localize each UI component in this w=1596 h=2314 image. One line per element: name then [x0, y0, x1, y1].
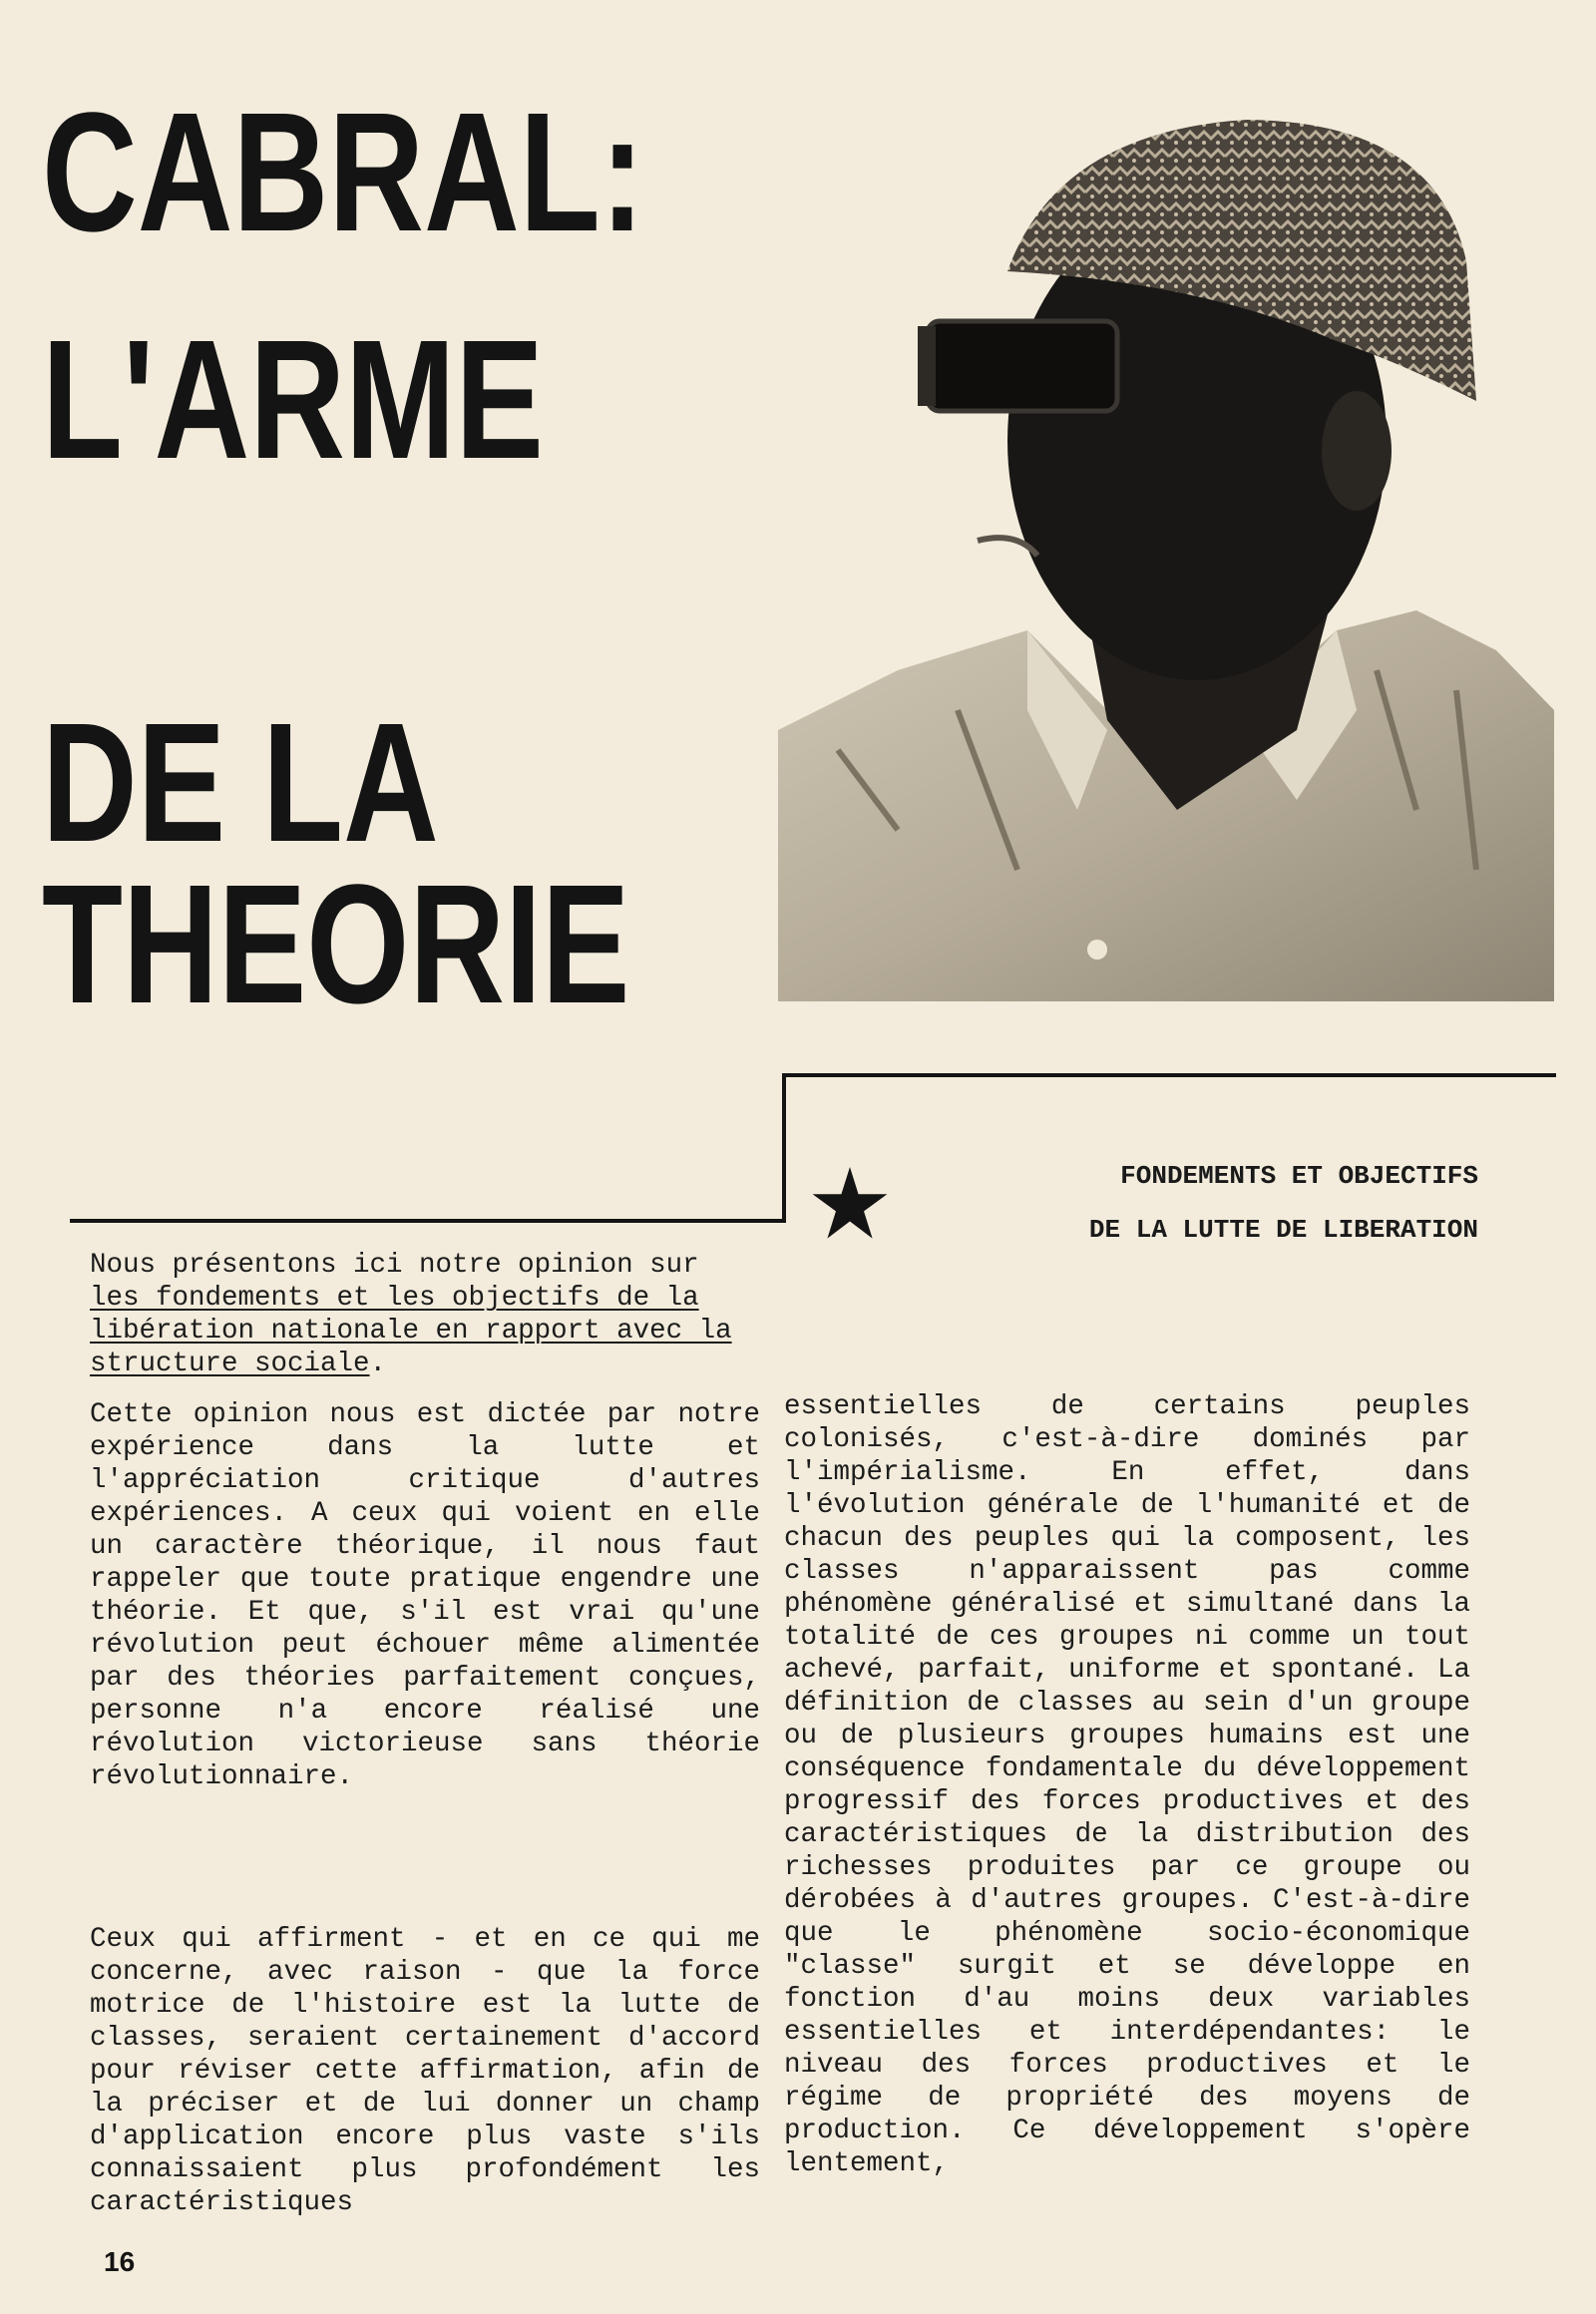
- intro-underlined: les fondements et les objectifs de la libération nationale en rapport avec la structure sociale: [90, 1283, 732, 1379]
- subheading-line-2: DE LA LUTTE DE LIBERATION: [1088, 1215, 1478, 1245]
- intro-lead: Nous présentons ici notre opinion sur: [90, 1250, 699, 1281]
- column-right: [784, 1390, 1470, 2180]
- column-left-paragraph-2: Ceux qui affirment - et en ce qui me concerne, avec raison - que la force motrice de l'histoire est la lutte de classes, seraient certainement d'accord pour réviser cette affirmation, afin de la préciser et de lui donner un champ d'application encore plus vaste s'ils connaissaient plus profondément les caractéristiques: [90, 1924, 760, 2218]
- portrait-photo-icon: [778, 112, 1554, 1001]
- headline-line-1: CABRAL:: [42, 78, 644, 267]
- intro-end: .: [369, 1349, 387, 1379]
- column-left: [90, 1398, 760, 1793]
- intro-paragraph: [90, 1249, 748, 1380]
- star-icon: [811, 1167, 889, 1241]
- headline-line-4: THEORIE: [42, 850, 630, 1039]
- page-number: 16: [104, 2246, 136, 2277]
- portrait-photo: [778, 112, 1554, 1001]
- divider-rule-left: [70, 1219, 784, 1223]
- divider-rule-right: [782, 1073, 1556, 1077]
- column-left-paragraph-1: Cette opinion nous est dictée par notre expérience dans la lutte et l'appréciation critique d'autres expériences. A ceux qui voient en elle un caractère théorique, il nous faut rappeler que toute pratique engendre une théorie. Et que, s'il est vrai qu'une révolution peut échouer même alimentée par des théories parfaitement conçues, personne n'a encore réalisé une révolution victorieuse sans théorie révolutionnaire.: [90, 1399, 760, 1792]
- subheading-line-1: FONDEMENTS ET OBJECTIFS: [1120, 1161, 1478, 1191]
- column-left-lower: [90, 1923, 760, 2219]
- headline-line-3: DE LA: [42, 688, 439, 878]
- divider-rule-vertical: [782, 1075, 786, 1223]
- headline-line-2: L'ARME: [42, 305, 544, 495]
- column-right-paragraph-1: essentielles de certains peuples colonisés, c'est-à-dire dominés par l'impérialisme. En effet, dans l'évolution générale de l'humanité et de chacun des peuples qui la composent, les classes n'apparaissent pas comme phénomène généralisé et simultané dans la totalité de ces groupes ni comme un tout achevé, parfait, uniforme et spontané. La définition de classes au sein d'un groupe ou de plusieurs groupes humains est une conséquence fondamentale du développement progressif des forces productives et des caractéristiques de la distribution des richesses produites par ce groupe ou dérobées à d'autres groupes. C'est-à-dire que le phénomène socio-économique "classe" surgit et se développe en fonction d'au moins deux variables essentielles et interdépendantes: le niveau des forces productives et le régime de propriété des moyens de production. Ce développement s'opère lentement,: [784, 1391, 1470, 2179]
